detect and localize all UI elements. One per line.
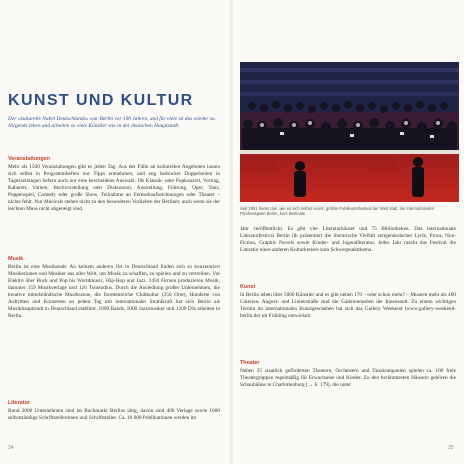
page-number-right: 25 xyxy=(448,445,454,451)
section-heading-musik: Musik xyxy=(8,256,24,262)
chapter-intro: Der »kulturelle Nabel Deutschlands« war Berlin vor 100 Jahren, und für viele ist das wieder so. Nirgends leben und arbeiten so viele Künstler wie in der deutschen Hauptstadt. xyxy=(8,116,216,130)
section-heading-kunst: Kunst xyxy=(240,284,256,290)
section-heading-theater: Theater xyxy=(240,360,260,366)
section-text-veranstaltungen: Mehr als 1500 Veranstaltungen gibt es jeden Tag. Aus der Fülle an kulturellen Angeboten lassen sich selbst in Programmheften nur Tipps entnehmen, und eng bedruckte Doppelseiten in Tageszeitungen liefern auch nur eine bescheidene Auswahl. Ob Klassik- oder Popkonzert, Vortrag, Kabarett, Varieté, Buchvorstellung oder Diskussion, Ausstellung, Führung, Oper, Tanz, Puppenspiel, Comedy oder große Show, Teilnahme an Fernsehaufzeichnungen oder Theater – nichts fehlt. Nur Musicals stehen nicht zu den besonderen Vorlieben der Berliner, auch wenn sie der leichten Muse nicht abgeneigt sind. xyxy=(8,164,220,213)
right-page xyxy=(233,0,464,464)
berlinale-photo xyxy=(240,62,459,202)
literatur-continuation: Jahr veröffentlicht. Es gibt vier Literaturhäuser und 75 Bibliotheken. Das internationale Literaturfestival Berlin ilb präsentiert die literarische Vielfalt zeitgenössischer Lyrik, Prosa, Non-Fiction, Graphic Novels sowie Kinder- und Jugendliteratur. Jedes Jahr macht das Festival die Literatur eines anderen Kulturkreises zum Schwerpunktthema. xyxy=(240,226,456,254)
section-text-musik: Berlin ist eine Musikstadt: An keinem anderen Ort in Deutschland finden sich so konzentriert Musikerinnen und Musiker aus aller Welt, um Musik zu schaffen, zu spielen und zu vertreiben. Vor Elektro über Rock und Pop bis Worldmusic, Hip-Hop und Jazz. 1450 Firmen produzieren Musik, darunter 159 Musikverlage und 126 Tonstudios. Durch die Ansiedlung großer Unternehmen, die kreative mittelständische Musikszene, die facettenreiche Clubkultur (250 Orte), Hunderte von Auftritten und Konzerten an jedem Tag mit internationaler Strahlkraft hat sich Berlin als Musikhauptstadt in Deutschland etabliert. 1000 Bands, 1000 Jazzmusiker und 1200 DJs arbeiten in Berlin. xyxy=(8,264,220,320)
section-text-theater: Neben 35 staatlich geförderten Theatern, Orchestern und Tanzkompanien spielen ca. 100 freie Theatergruppen regelmäßig für Erwachsene und Kinder. Zu den berühmtesten Häusern gehören die Schaubühne in Charlottenburg (→ S. 179), die unter xyxy=(240,368,456,389)
chapter-title: KUNST UND KULTUR xyxy=(8,92,194,109)
section-heading-literatur: Literatur xyxy=(8,400,30,406)
page-number-left: 24 xyxy=(8,445,14,451)
section-text-literatur: Rund 2000 Unternehmen sind im Buchmarkt Berlins tätig, davon sind 400 Verlage sowie 1000 selbstständige Schriftstellerinnen und Schriftsteller. Ca. 10 000 Publikationen werden im xyxy=(8,408,220,422)
photo-caption: Seit 1951 findet das, wie es sich selbst nennt, größte Publikumsfestival der Welt statt, die Internationalen Filmfestspiele Berlin, kurz Berlinale. xyxy=(240,206,435,217)
section-heading-veranstaltungen: Veranstaltungen xyxy=(8,156,50,162)
left-page xyxy=(0,0,231,464)
red-carpet-crowd-image xyxy=(240,62,459,202)
section-text-kunst: In Berlin leben über 5000 Künstler und es gibt neben 170 – oder schon mehr? – Museen mehr als 400 Galerien. August- und Linienstraße sind die Galerienmeilen der Innenstadt. Zu einem wichtigen Termin im internationalen Kunstgeschehen hat sich das Gallery Weekend (www.gallery-weekend-berlin.de) im Frühling entwickelt. xyxy=(240,292,456,320)
